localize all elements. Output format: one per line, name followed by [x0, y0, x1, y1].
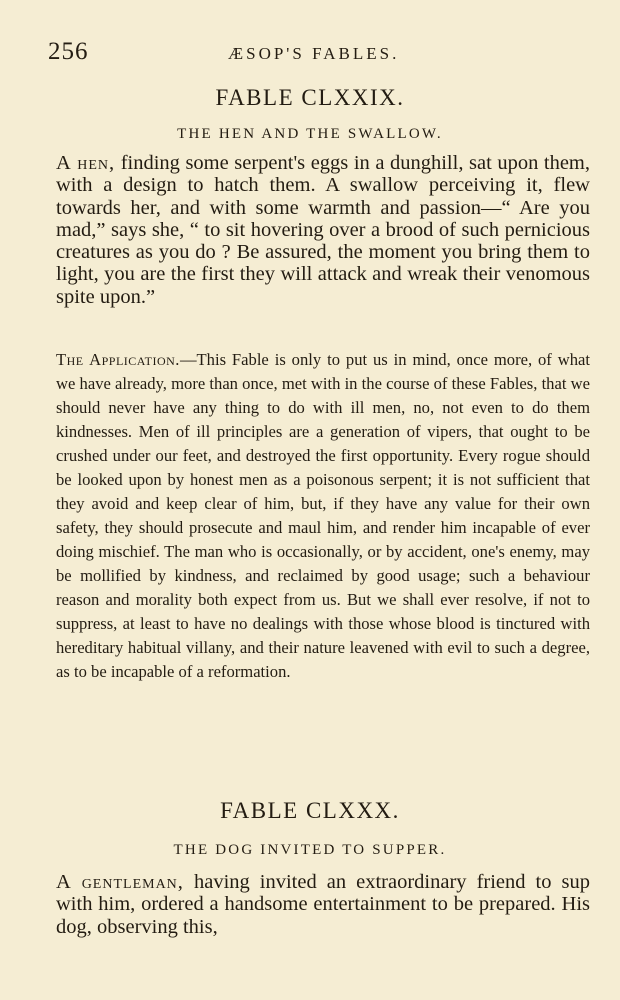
- fable-179-lead: A hen,: [56, 152, 116, 174]
- application-text: —This Fable is only to put us in mind, once more, of what we have already, more than once, met with in the course of these Fables, that we should never have any thing to do with ill men, no, not even to do them kindnesses. Men of ill principles are a generation of vipers, that ought to be crushed under our feet, and destroyed the first opportunity. Every rogue should be looked upon by honest men as a poisonous serpent; it is not sufficient that they avoid and keep clear of him, but, if they have any value for their own safety, they should prosecute and maul him, and render him incapable of ever doing mischief. The man who is occasionally, or by accident, one's enemy, may be mollified by kindness, and reclaimed by good usage; such a behaviour reason and morality both expect from us. But we shall ever resolve, if not to suppress, at least to have no dealings with those whose blood is tinctured with hereditary habitual villany, and their nature leavened with evil to such a degree, as to be incapable of a reformation.: [56, 350, 590, 681]
- fable-180-subtitle: THE DOG INVITED TO SUPPER.: [173, 842, 447, 858]
- page-header: [48, 38, 572, 68]
- running-head: ÆSOP'S FABLES.: [228, 44, 400, 63]
- page-number: 256: [48, 38, 89, 65]
- fable-180-lead: A gentleman,: [56, 871, 184, 893]
- fable-179-application: [56, 348, 590, 684]
- application-label: The Application.: [56, 350, 180, 369]
- fable-180-text: having invited an extraordinary friend to sup with him, ordered a handsome entertainment to be prepared. His dog, observing this,: [56, 871, 591, 938]
- fable-179-story: [56, 152, 590, 308]
- fable-180-title: FABLE CLXXX.: [220, 798, 400, 823]
- fable-179-text: finding some serpent's eggs in a dunghill, sat upon them, with a design to hatch them. A swallow perceiving it, flew towards her, and with some warmth and passion—“ Are you mad,” says she, “ to sit hovering over a brood of such pernicious creatures as you do ? Be assured, the moment you bring them to light, you are the first they will attack and wreak their venomous spite upon.”: [56, 152, 590, 308]
- fable-180-story: [56, 871, 590, 938]
- fable-179-title: FABLE CLXXIX.: [215, 85, 405, 110]
- fable-179-subtitle: THE HEN AND THE SWALLOW.: [177, 126, 443, 142]
